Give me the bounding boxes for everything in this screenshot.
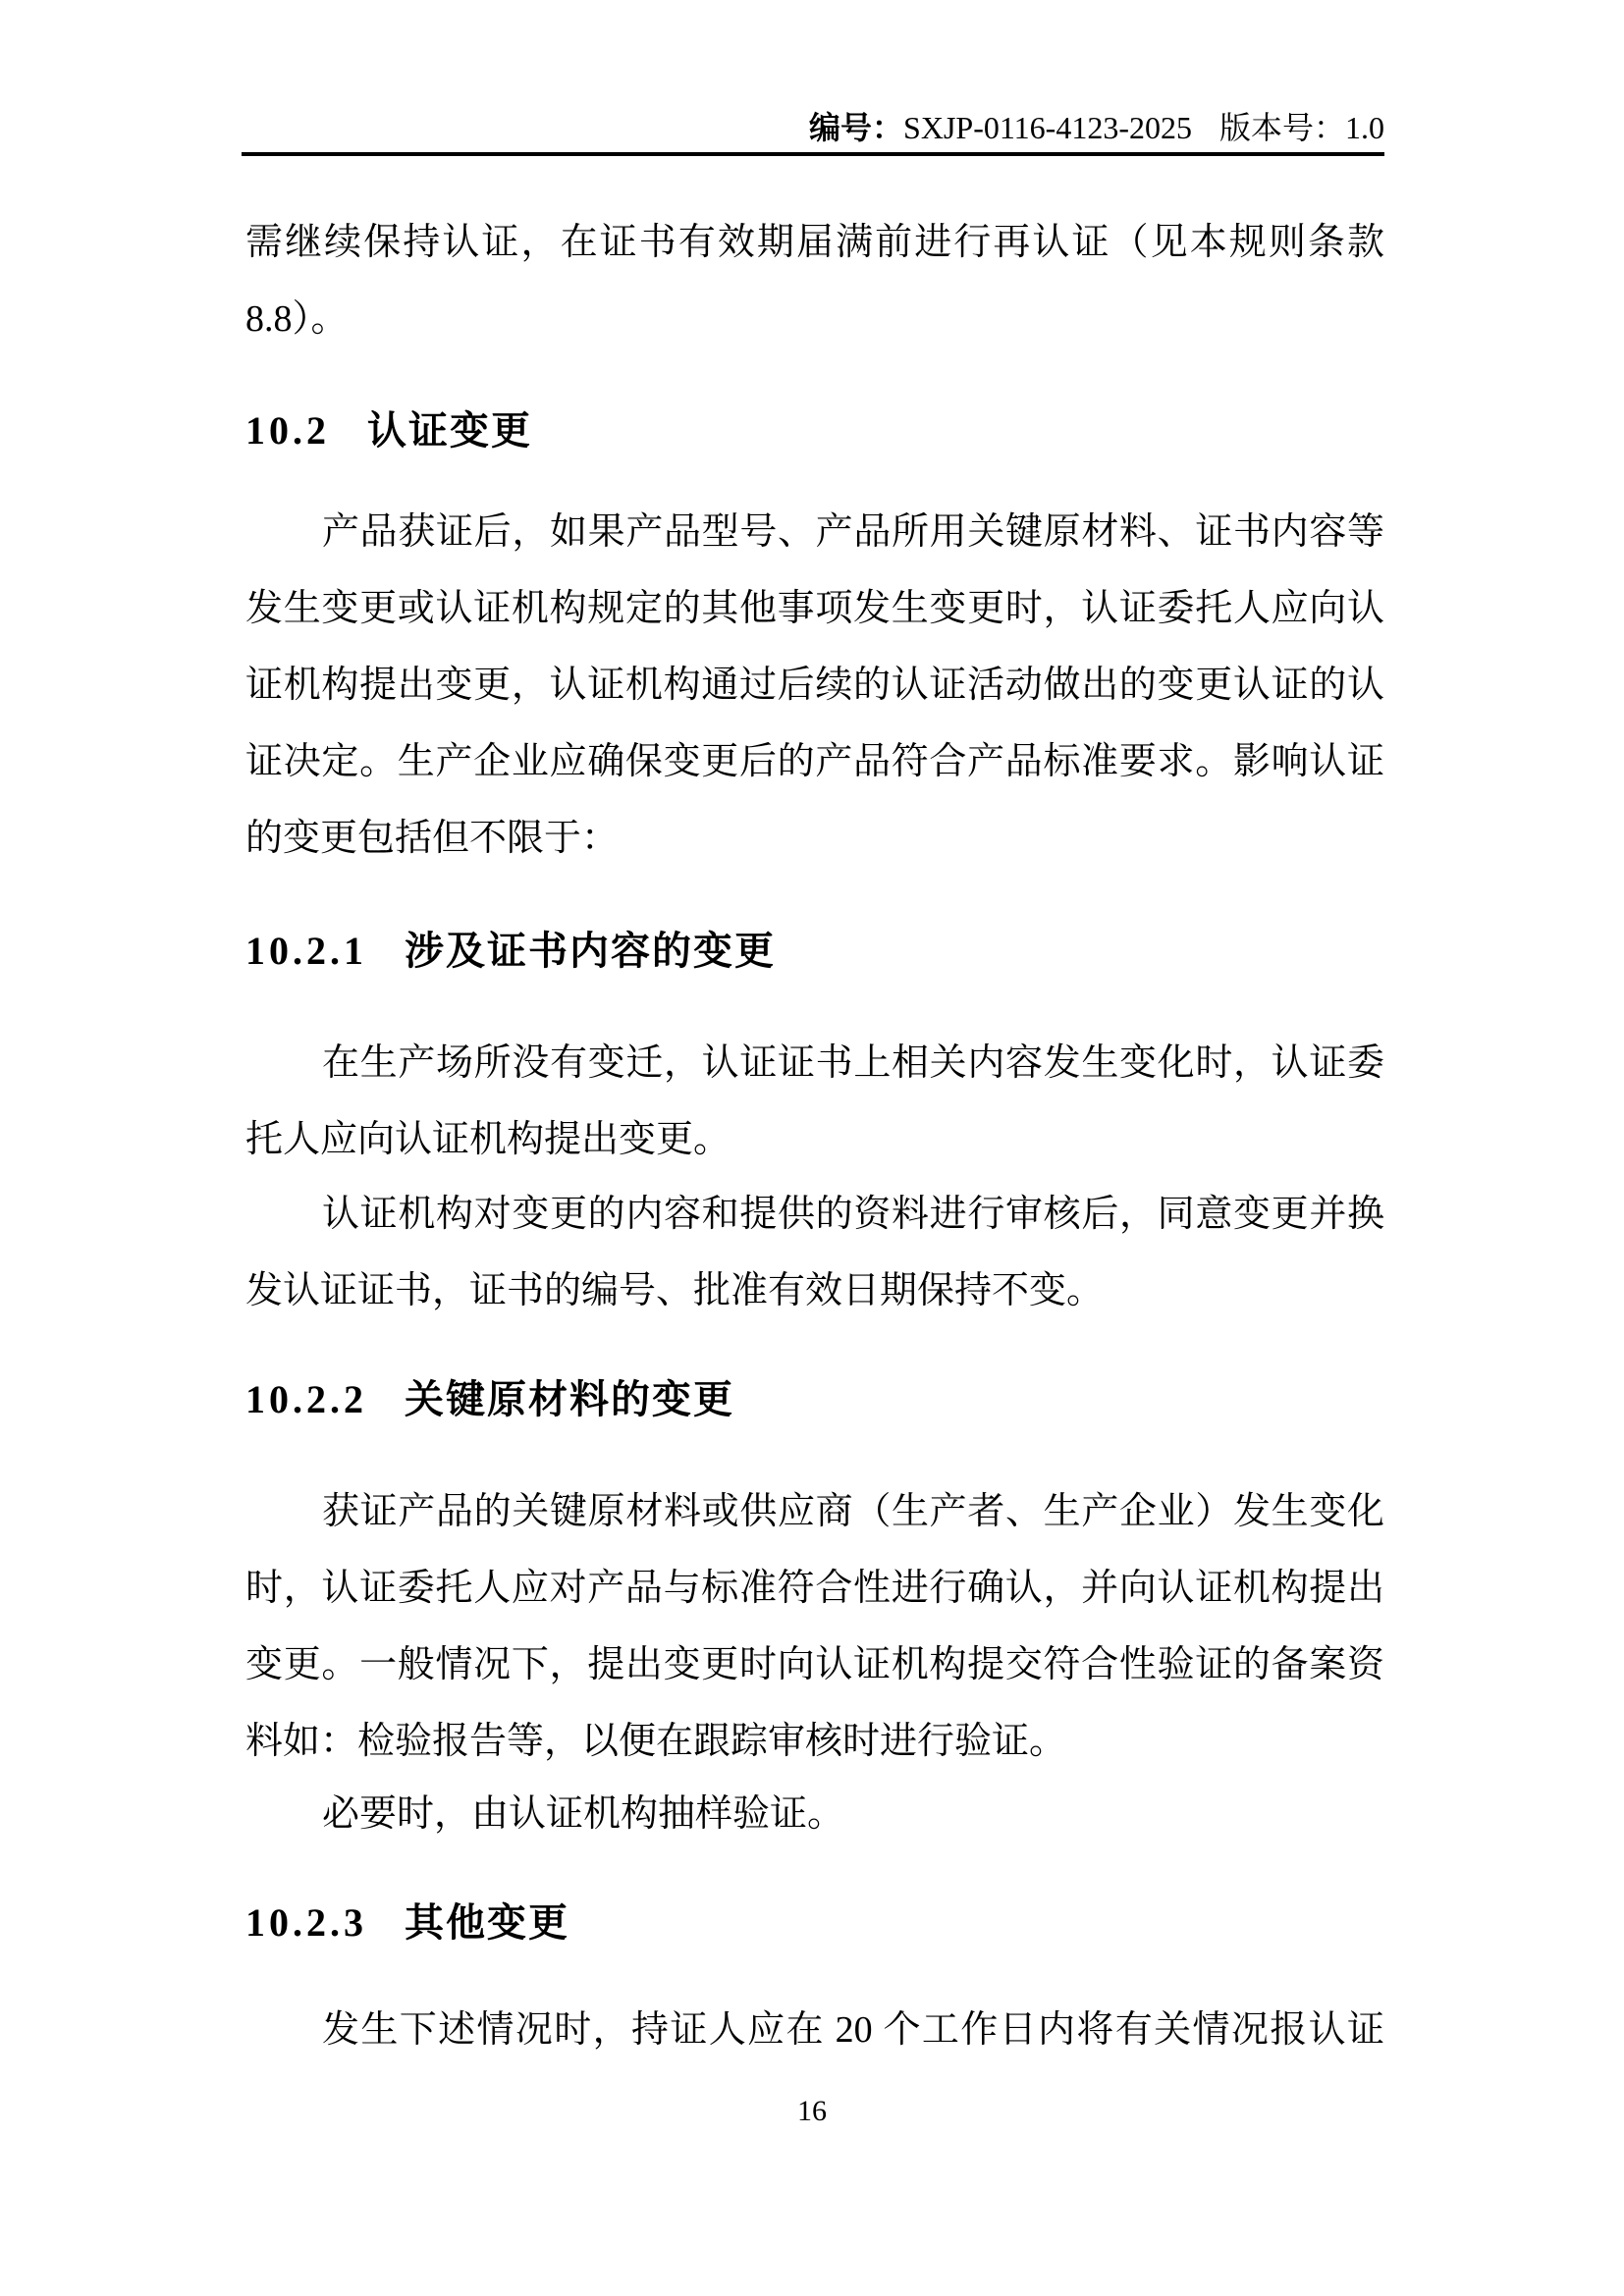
page-number: 16 bbox=[797, 2095, 827, 2127]
text-line: 认证机构对变更的内容和提供的资料进行审核后，同意变更并换 bbox=[322, 1194, 1384, 1235]
header-rule bbox=[242, 152, 1384, 156]
paragraph-10-2-2-b bbox=[245, 1776, 1384, 1852]
text-line: 产品获证后，如果产品型号、产品所用关键原材料、证书内容等 bbox=[322, 511, 1384, 553]
heading-title: 关键原材料的变更 bbox=[405, 1378, 734, 1421]
paragraph-10-2-1-a bbox=[245, 1025, 1384, 1178]
text-line: 8.8）。 bbox=[245, 298, 349, 340]
text-line: 证决定。生产企业应确保变更后的产品符合产品标准要求。影响认证 bbox=[245, 741, 1384, 782]
paragraph-continuation bbox=[245, 204, 1384, 357]
heading-number: 10.2.3 bbox=[245, 1900, 367, 1945]
heading-number: 10.2.1 bbox=[245, 929, 367, 973]
heading-title: 其他变更 bbox=[405, 1901, 569, 1945]
heading-number: 10.2 bbox=[245, 408, 330, 453]
heading-title: 认证变更 bbox=[367, 409, 532, 453]
text-line: 发生变更或认证机构规定的其他事项发生变更时，认证委托人应向认 bbox=[245, 588, 1384, 629]
text-line: 时，认证委托人应对产品与标准符合性进行确认，并向认证机构提出 bbox=[245, 1568, 1384, 1609]
text-line: 证机构提出变更，认证机构通过后续的认证活动做出的变更认证的认 bbox=[245, 665, 1384, 706]
version-value: 1.0 bbox=[1345, 110, 1384, 145]
section-heading-10-2 bbox=[245, 401, 1384, 460]
text-line: 发认证证书，证书的编号、批准有效日期保持不变。 bbox=[245, 1270, 1105, 1311]
section-heading-10-2-1 bbox=[245, 922, 1384, 981]
paragraph-10-2 bbox=[245, 494, 1384, 877]
section-heading-10-2-2 bbox=[245, 1370, 1384, 1429]
text-line: 在生产场所没有变迁，认证证书上相关内容发生变化时，认证委 bbox=[322, 1042, 1384, 1084]
doc-number-value: SXJP-0116-4123-2025 bbox=[903, 110, 1192, 145]
doc-number-label: 编号： bbox=[809, 110, 904, 145]
heading-title: 涉及证书内容的变更 bbox=[405, 930, 776, 973]
text-line: 托人应向认证机构提出变更。 bbox=[245, 1119, 731, 1160]
paragraph-10-2-2-a bbox=[245, 1473, 1384, 1780]
text-line: 变更。一般情况下，提出变更时向认证机构提交符合性验证的备案资 bbox=[245, 1644, 1384, 1685]
text-line: 的变更包括但不限于： bbox=[245, 818, 620, 859]
text-line: 料如：检验报告等，以便在跟踪审核时进行验证。 bbox=[245, 1721, 1067, 1762]
text-line: 发生下述情况时，持证人应在 20 个工作日内将有关情况报认证 bbox=[322, 2009, 1384, 2051]
text-line: 必要时，由认证机构抽样验证。 bbox=[322, 1793, 845, 1835]
section-heading-10-2-3 bbox=[245, 1894, 1384, 1952]
paragraph-10-2-3 bbox=[245, 1992, 1384, 2068]
text-line: 需继续保持认证，在证书有效期届满前进行再认证（见本规则条款 bbox=[245, 222, 1384, 263]
page-header bbox=[244, 108, 1384, 147]
heading-number: 10.2.2 bbox=[245, 1377, 367, 1421]
text-line: 获证产品的关键原材料或供应商（生产者、生产企业）发生变化 bbox=[322, 1491, 1384, 1532]
paragraph-10-2-1-b bbox=[245, 1176, 1384, 1329]
version-label: 版本号： bbox=[1218, 110, 1345, 145]
